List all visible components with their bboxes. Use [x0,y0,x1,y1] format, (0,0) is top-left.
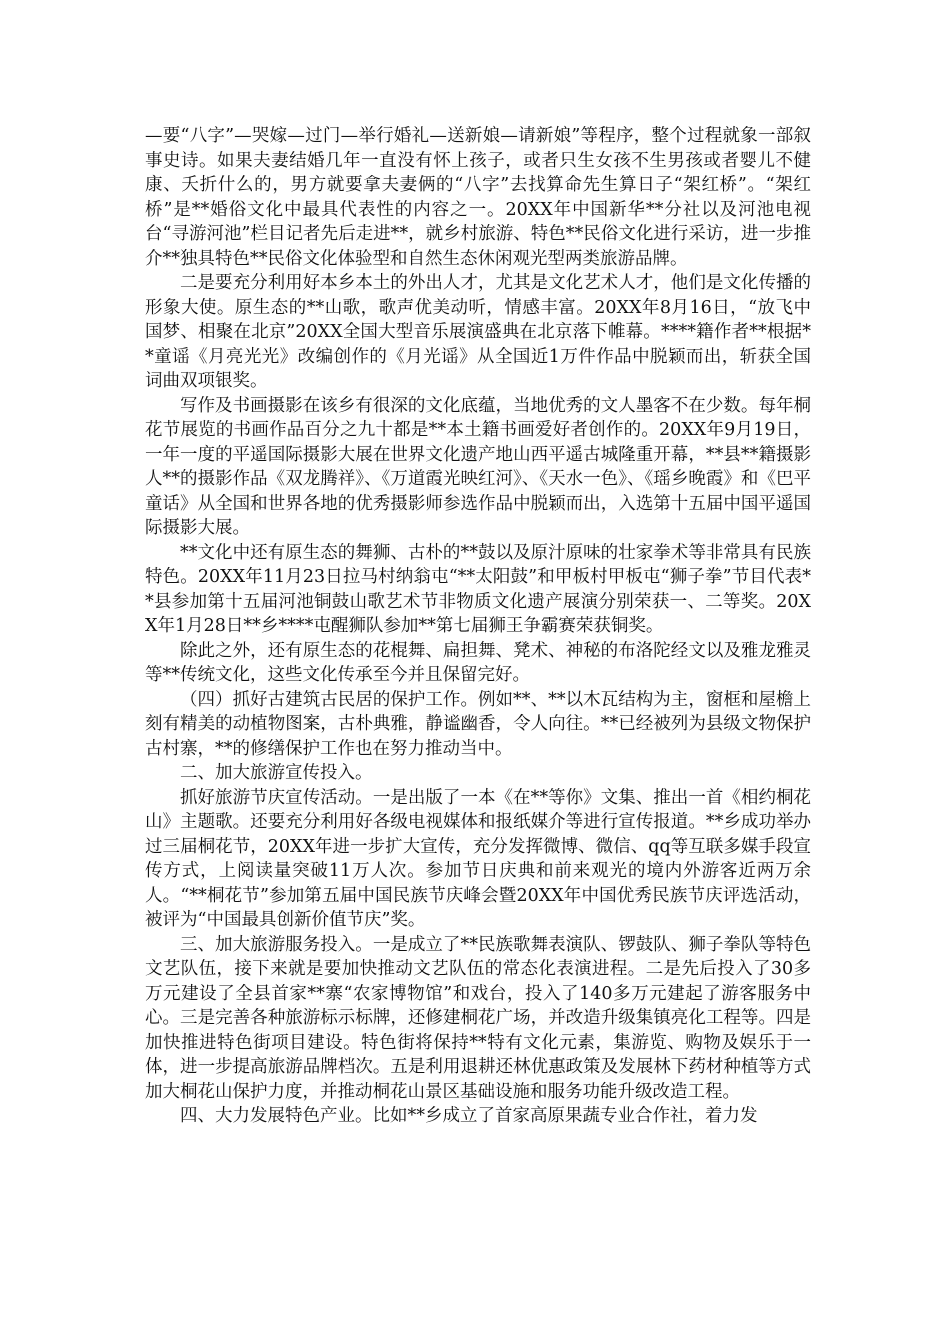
paragraph-5: 除此之外，还有原生态的花棍舞、扁担舞、凳术、神秘的布洛陀经文以及雅龙雅灵等**传统文化，这些文化传承至今并且保留完好。 [145,640,811,685]
paragraph-2: 二是要充分利用好本乡本土的外出人才，尤其是文化艺术人才，他们是文化传播的形象大使。原生态的**山歌，歌声优美动听，情感丰富。20XX年8月16日，“放飞中国梦、相聚在北京”20XX全国大型音乐展演盛典在北京落下帷幕。****籍作者**根据**童谣《月亮光光》改编创作的《月光谣》从全国近1万件作品中脱颖而出，斩获全国词曲双项银奖。 [145,273,811,391]
paragraph-4: **文化中还有原生态的舞狮、古朴的**鼓以及原汁原味的壮家拳术等非常具有民族特色。20XX年11月23日拉马村纳翁屯“**太阳鼓”和甲板村甲板屯“狮子拳”节目代表**县参加第十五届河池铜鼓山歌艺术节非物质文化遗产展演分别荣获一、二等奖。20XX年1月28日**乡****屯醒狮队参加**第七届狮王争霸赛荣获铜奖。 [145,542,811,636]
paragraph-6: （四）抓好古建筑古民居的保护工作。例如**、**以木瓦结构为主，窗框和屋檐上刻有精美的动植物图案，古朴典雅，静谧幽香，令人向往。**已经被列为县级文物保护古村寨，**的修缮保护工作也在努力推动当中。 [145,689,811,759]
paragraph-3: 写作及书画摄影在该乡有很深的文化底蕴，当地优秀的文人墨客不在少数。每年桐花节展览的书画作品百分之九十都是**本土籍书画爱好者创作的。20XX年9月19日，一年一度的平遥国际摄影大展在世界文化遗产地山西平遥古城隆重开幕，**县**籍摄影人**的摄影作品《双龙腾祥》、《万道霞光映红河》、《天水一色》、《瑶乡晚霞》和《巴平童话》从全国和世界各地的优秀摄影师参选作品中脱颖而出，入选第十五届中国平遥国际摄影大展。 [145,395,811,538]
paragraph-10: 四、大力发展特色产业。比如**乡成立了首家高原果蔬专业合作社，着力发 [180,1106,758,1126]
paragraph-1: —要“八字”—哭嫁—过门—举行婚礼—送新娘—请新娘”等程序，整个过程就象一部叙事史诗。如果夫妻结婚几年一直没有怀上孩子，或者只生女孩不生男孩或者婴儿不健康、夭折什么的，男方就要拿夫妻俩的“八字”去找算命先生算日子“架红桥”。“架红桥”是**婚俗文化中最具代表性的内容之一。20XX年中国新华**分社以及河池电视台“寻游河池”栏目记者先后走进**，就乡村旅游、特色**民俗文化进行采访，进一步推介**独具特色**民俗文化体验型和自然生态休闲观光型两类旅游品牌。 [145,126,811,269]
section-heading-2: 二、加大旅游宣传投入。 [180,763,373,783]
document-body [145,124,811,1129]
paragraph-9: 三、加大旅游服务投入。一是成立了**民族歌舞表演队、锣鼓队、狮子拳队等特色文艺队伍，接下来就是要加快推动文艺队伍的常态化表演进程。二是先后投入了30多万元建设了全县首家**寨“农家博物馆”和戏台，投入了140多万元建起了游客服务中心。三是完善各种旅游标示标牌，还修建桐花广场，并改造升级集镇亮化工程等。四是加快推进特色街项目建设。特色街将保持**特有文化元素，集游览、购物及娱乐于一体，进一步提高旅游品牌档次。五是利用退耕还林优惠政策及发展林下药材种植等方式加大桐花山保护力度，并推动桐花山景区基础设施和服务功能升级改造工程。 [145,934,811,1102]
paragraph-8: 抓好旅游节庆宣传活动。一是出版了一本《在**等你》文集、推出一首《相约桐花山》主题歌。还要充分利用好各级电视媒体和报纸媒介等进行宣传报道。**乡成功举办过三届桐花节，20XX年进一步扩大宣传，充分发挥微博、微信、qq等互联多媒手段宣传方式，上阅读量突破11万人次。参加节日庆典和前来观光的境内外游客近两万余人。“**桐花节”参加第五届中国民族节庆峰会暨20XX年中国优秀民族节庆评选活动，被评为“中国最具创新价值节庆”奖。 [145,787,811,930]
